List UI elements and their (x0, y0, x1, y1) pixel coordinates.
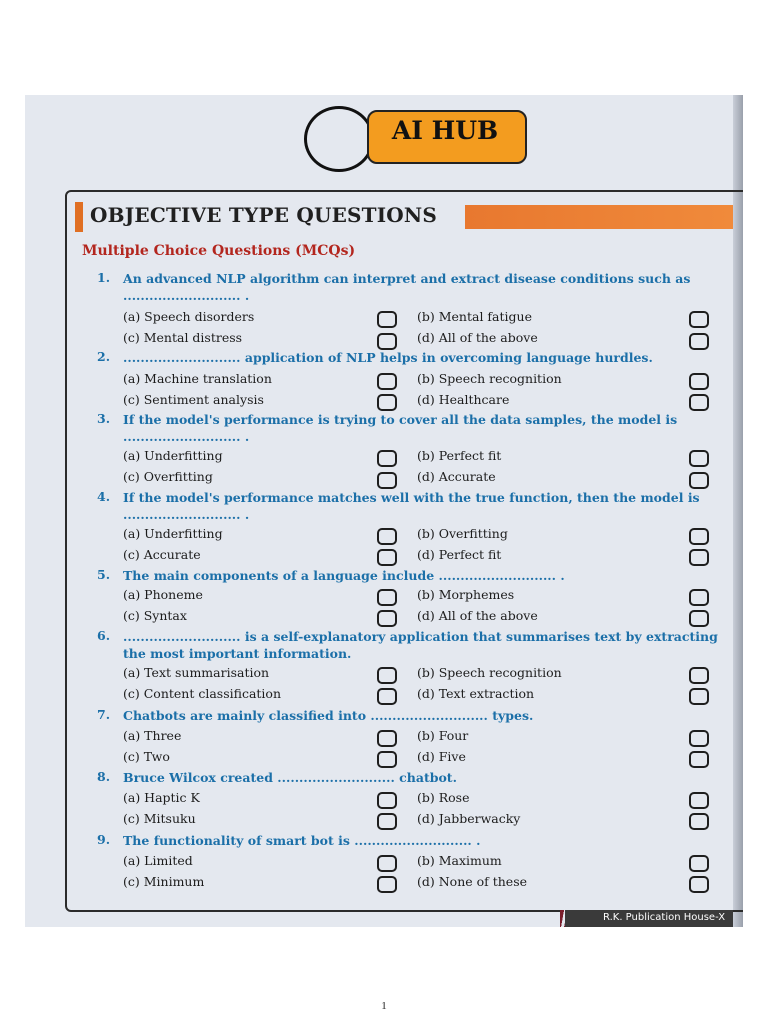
option-a: (a) Phoneme (123, 587, 203, 602)
option-c: (c) Mental distress (123, 330, 243, 345)
option-b: (b) Morphemes (417, 587, 515, 602)
option-a: (a) Underfitting (123, 526, 223, 541)
option-b: (b) Overfitting (417, 526, 508, 541)
option-c: (c) Accurate (123, 547, 201, 562)
answer-checkbox[interactable] (377, 333, 397, 350)
option-a: (a) Limited (123, 853, 193, 868)
badge-title: AI HUB (391, 116, 499, 145)
answer-checkbox[interactable] (689, 667, 709, 684)
question-text: ........................... application of NLP helps in overcoming language hurdles. (123, 350, 653, 365)
answer-checkbox[interactable] (377, 688, 397, 705)
answer-checkbox[interactable] (377, 751, 397, 768)
answer-checkbox[interactable] (377, 792, 397, 809)
section-subtitle: Multiple Choice Questions (MCQs) (82, 243, 356, 259)
option-b: (b) Speech recognition (417, 665, 562, 680)
option-b: (b) Perfect fit (417, 448, 502, 463)
option-d: (d) None of these (417, 874, 528, 889)
question-number: 1. (97, 270, 111, 285)
question-text: Chatbots are mainly classified into ........................... types. (123, 708, 534, 723)
option-d: (d) All of the above (417, 608, 538, 623)
option-b: (b) Rose (417, 790, 470, 805)
answer-checkbox[interactable] (689, 373, 709, 390)
option-d: (d) Jabberwacky (417, 811, 521, 826)
question-number: 3. (97, 411, 111, 426)
answer-checkbox[interactable] (377, 855, 397, 872)
option-d: (d) All of the above (417, 330, 538, 345)
question-text: An advanced NLP algorithm can interpret and extract disease conditions such as ........................... . (123, 271, 691, 303)
question-number: 9. (97, 832, 111, 847)
option-c: (c) Syntax (123, 608, 187, 623)
option-d: (d) Text extraction (417, 686, 535, 701)
answer-checkbox[interactable] (377, 589, 397, 606)
answer-checkbox[interactable] (377, 730, 397, 747)
answer-checkbox[interactable] (377, 528, 397, 545)
question-text: The functionality of smart bot is ........................... . (123, 833, 481, 848)
question-text: If the model's performance is trying to cover all the data samples, the model is ........................... . (123, 412, 678, 444)
option-a: (a) Haptic K (123, 790, 200, 805)
question-text: ........................... is a self-explanatory application that summarises text by extracting the most important information. (123, 629, 718, 661)
option-d: (d) Healthcare (417, 392, 510, 407)
option-d: (d) Five (417, 749, 466, 764)
answer-checkbox[interactable] (689, 472, 709, 489)
answer-checkbox[interactable] (689, 792, 709, 809)
answer-checkbox[interactable] (689, 311, 709, 328)
answer-checkbox[interactable] (689, 450, 709, 467)
answer-checkbox[interactable] (689, 610, 709, 627)
question-number: 4. (97, 489, 111, 504)
option-c: (c) Mitsuku (123, 811, 196, 826)
answer-checkbox[interactable] (689, 855, 709, 872)
section-marker (75, 202, 83, 232)
option-c: (c) Two (123, 749, 170, 764)
answer-checkbox[interactable] (689, 394, 709, 411)
answer-checkbox[interactable] (377, 667, 397, 684)
answer-checkbox[interactable] (689, 528, 709, 545)
answer-checkbox[interactable] (689, 549, 709, 566)
option-a: (a) Text summarisation (123, 665, 270, 680)
answer-checkbox[interactable] (689, 876, 709, 893)
book-page-photo (25, 95, 743, 927)
answer-checkbox[interactable] (377, 876, 397, 893)
answer-checkbox[interactable] (377, 450, 397, 467)
question-text: If the model's performance matches well with the true function, then the model is ........................... . (123, 490, 700, 522)
question-number: 8. (97, 769, 111, 784)
badge-circle-icon (304, 106, 374, 172)
answer-checkbox[interactable] (377, 394, 397, 411)
answer-checkbox[interactable] (689, 751, 709, 768)
page-number: 1 (381, 1000, 387, 1012)
question-number: 7. (97, 707, 111, 722)
option-b: (b) Speech recognition (417, 371, 562, 386)
question-text: The main components of a language include ........................... . (123, 568, 565, 583)
answer-checkbox[interactable] (377, 311, 397, 328)
answer-checkbox[interactable] (377, 610, 397, 627)
answer-checkbox[interactable] (377, 472, 397, 489)
option-c: (c) Minimum (123, 874, 205, 889)
option-a: (a) Three (123, 728, 182, 743)
answer-checkbox[interactable] (689, 730, 709, 747)
option-a: (a) Underfitting (123, 448, 223, 463)
option-b: (b) Mental fatigue (417, 309, 532, 324)
question-number: 2. (97, 349, 111, 364)
answer-checkbox[interactable] (377, 813, 397, 830)
answer-checkbox[interactable] (689, 589, 709, 606)
option-c: (c) Content classification (123, 686, 282, 701)
answer-checkbox[interactable] (689, 688, 709, 705)
answer-checkbox[interactable] (377, 549, 397, 566)
option-c: (c) Sentiment analysis (123, 392, 264, 407)
section-title: OBJECTIVE TYPE QUESTIONS (90, 203, 438, 227)
answer-checkbox[interactable] (689, 333, 709, 350)
answer-checkbox[interactable] (377, 373, 397, 390)
answer-checkbox[interactable] (689, 813, 709, 830)
option-d: (d) Accurate (417, 469, 496, 484)
question-number: 6. (97, 628, 111, 643)
option-d: (d) Perfect fit (417, 547, 502, 562)
option-c: (c) Overfitting (123, 469, 213, 484)
option-b: (b) Four (417, 728, 469, 743)
section-bar (465, 205, 733, 229)
option-a: (a) Machine translation (123, 371, 272, 386)
publisher-label: R.K. Publication House-X (603, 912, 726, 923)
question-text: Bruce Wilcox created ........................... chatbot. (123, 770, 457, 785)
question-number: 5. (97, 567, 111, 582)
option-b: (b) Maximum (417, 853, 502, 868)
option-a: (a) Speech disorders (123, 309, 255, 324)
